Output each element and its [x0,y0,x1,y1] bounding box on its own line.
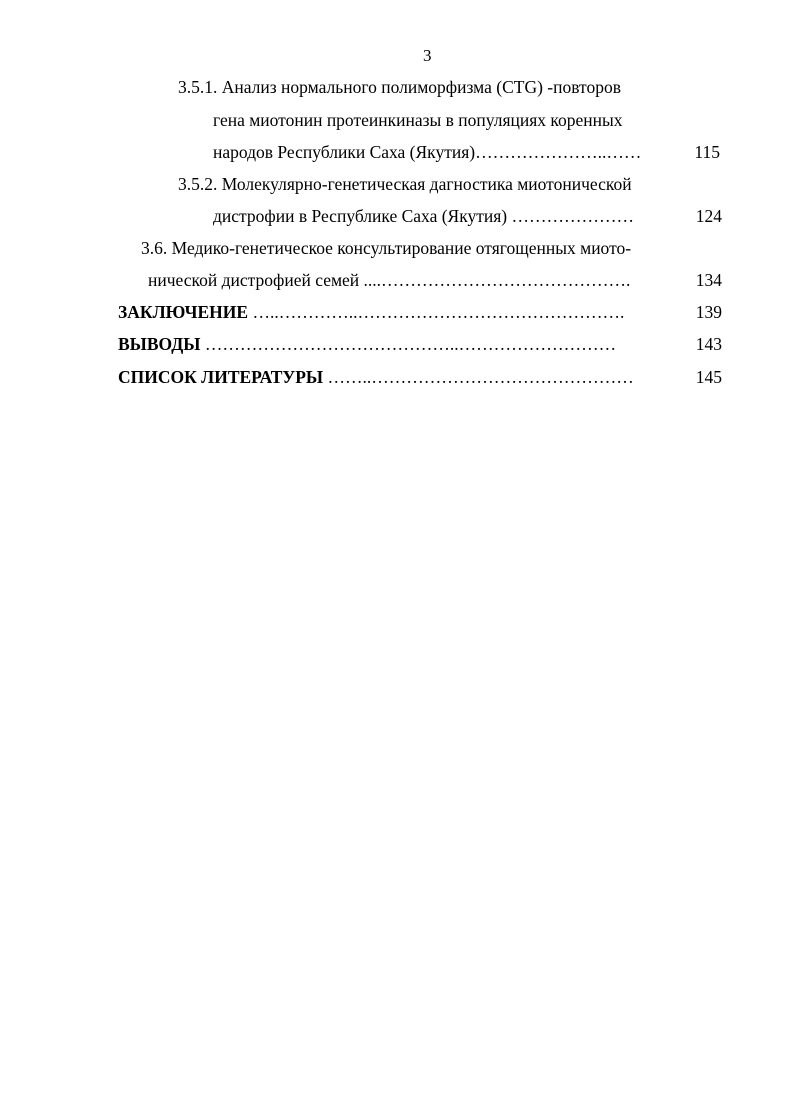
toc-page-number: 124 [695,206,722,226]
toc-page-number: 145 [695,367,722,387]
toc-entry-line: нической дистрофией семей ....……………………………………. [148,270,631,290]
toc-entry-row [118,334,616,354]
toc-entry-line: 3.5.1. Анализ нормального полиморфизма (CTG) -повторов [178,77,621,97]
toc-leader-dots: ……..……………………………………… [323,367,634,387]
toc-page-number: 115 [694,142,720,162]
toc-entry-title: СПИСОК ЛИТЕРАТУРЫ [118,367,324,387]
toc-entry-line: дистрофии в Республике Саха (Якутия) ………………… [213,206,634,226]
toc-entry-title: ВЫВОДЫ [118,334,201,354]
toc-page-number: 134 [695,270,722,290]
page-number: 3 [423,46,432,65]
toc-page-number: 139 [695,302,722,322]
toc-entry-title: ЗАКЛЮЧЕНИЕ [118,302,249,322]
toc-entry-line: гена миотонин протеинкиназы в популяциях коренных [213,110,623,130]
toc-entry-line: 3.6. Медико-генетическое консультирование отягощенных миото- [141,238,632,258]
toc-entry-row [118,302,624,322]
toc-leader-dots: ……………………………………..……………………… [200,334,617,354]
toc-entry-line: народов Республики Саха (Якутия)…………………..…… [213,142,642,162]
toc-entry-row [118,367,634,387]
toc-leader-dots: …..…………..………………………………………. [248,302,625,322]
toc-page-number: 143 [695,334,722,354]
toc-entry-line: 3.5.2. Молекулярно-генетическая дагностика миотонической [178,174,632,194]
